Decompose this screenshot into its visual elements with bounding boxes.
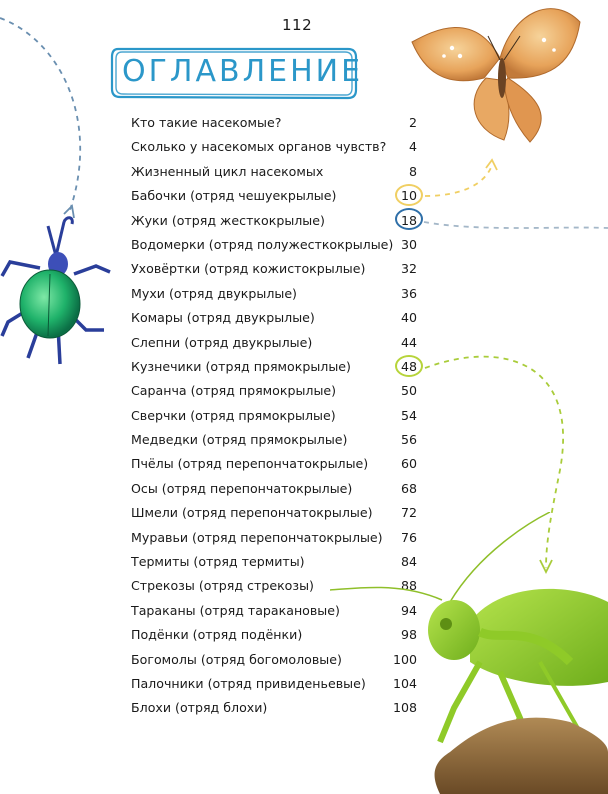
toc-entry: [131, 233, 417, 257]
toc-entry-title: Стрекозы (отряд стрекозы): [131, 578, 314, 594]
toc-entry-page: 40: [400, 310, 417, 326]
toc-entry-page: 88: [400, 578, 417, 594]
toc-entry-page: 72: [400, 505, 417, 521]
toc-entry-page: 98: [400, 627, 417, 643]
toc-entry-title: Подёнки (отряд подёнки): [131, 627, 303, 643]
beetle-image: [0, 212, 118, 372]
toc-entry-title: Богомолы (отряд богомоловые): [131, 651, 342, 667]
toc-entry-page: 68: [400, 480, 417, 496]
toc-entry-page: 4: [408, 139, 417, 155]
toc-entry-title: Уховёртки (отряд кожистокрылые): [131, 261, 366, 277]
toc-entry-page: 76: [400, 529, 417, 545]
toc-entry-page: 50: [400, 383, 417, 399]
toc-entry-title: Слепни (отряд двукрылые): [131, 334, 313, 350]
toc-entry-title: Пчёлы (отряд перепончатокрылые): [131, 456, 369, 472]
toc-entry-title: Медведки (отряд прямокрылые): [131, 432, 348, 448]
toc-entry: [131, 379, 417, 403]
toc-entry: [131, 184, 417, 208]
toc-entry-title: Кузнечики (отряд прямокрылые): [131, 358, 351, 374]
toc-entry-page: 10: [400, 188, 417, 204]
toc-entry-title: Осы (отряд перепончатокрылые): [131, 480, 353, 496]
toc-entry: [131, 306, 417, 330]
toc-entry-title: Сколько у насекомых органов чувств?: [131, 139, 387, 155]
toc-entry-page: 30: [400, 236, 417, 252]
toc-entry-title: Саранча (отряд прямокрылые): [131, 383, 337, 399]
toc-entry-page: 100: [392, 651, 417, 667]
toc-entry: [131, 160, 417, 184]
toc-entry-title: Блохи (отряд блохи): [131, 700, 268, 716]
toc-entry-page: 84: [400, 554, 417, 570]
toc-entry-page: 48: [400, 358, 417, 374]
toc-entry-title: Шмели (отряд перепончатокрылые): [131, 505, 373, 521]
toc-entry-page: 54: [400, 407, 417, 423]
page-number: 112: [282, 16, 313, 34]
toc-entry-page: 36: [400, 285, 417, 301]
toc-entry-title: Муравьи (отряд перепончатокрылые): [131, 529, 383, 545]
toc-entry-title: Бабочки (отряд чешуекрылые): [131, 188, 337, 204]
butterfly-image: [404, 0, 594, 150]
toc-entry: [131, 355, 417, 379]
toc-entry-title: Сверчки (отряд прямокрылые): [131, 407, 336, 423]
grasshopper-page-highlight: [395, 355, 423, 377]
toc-entry-page: 60: [400, 456, 417, 472]
toc-entry: [131, 428, 417, 452]
toc-entry-page: 18: [400, 212, 417, 228]
contents-title-box: [108, 45, 364, 101]
page-title: ОГЛАВЛЕНИЕ: [122, 54, 364, 89]
beetle-page-highlight: [395, 208, 423, 230]
toc-entry-page: 56: [400, 432, 417, 448]
toc-entry-title: Кто такие насекомые?: [131, 115, 282, 130]
toc-entry: [131, 111, 417, 135]
toc-entry-page: 44: [400, 334, 417, 350]
toc-entry-page: 2: [408, 115, 417, 130]
toc-entry-title: Мухи (отряд двукрылые): [131, 285, 297, 301]
toc-entry: [131, 282, 417, 306]
butterfly-page-highlight: [395, 184, 423, 206]
toc-entry: [131, 257, 417, 281]
grasshopper-image: [330, 512, 608, 794]
toc-entry: [131, 404, 417, 428]
toc-entry-title: Тараканы (отряд таракановые): [131, 602, 340, 618]
toc-entry-title: Водомерки (отряд полужесткокрылые): [131, 236, 394, 252]
toc-entry: [131, 209, 417, 233]
toc-entry-page: 32: [400, 261, 417, 277]
toc-entry-page: 108: [392, 700, 417, 716]
toc-entry-title: Жуки (отряд жесткокрылые): [131, 212, 325, 228]
toc-entry: [131, 331, 417, 355]
toc-entry: [131, 477, 417, 501]
toc-entry: [131, 135, 417, 159]
toc-entry-title: Комары (отряд двукрылые): [131, 310, 315, 326]
toc-entry-title: Палочники (отряд привиденьевые): [131, 675, 366, 691]
toc-entry: [131, 452, 417, 476]
toc-entry-page: 94: [400, 602, 417, 618]
toc-entry-title: Термиты (отряд термиты): [131, 554, 305, 570]
toc-entry-page: 104: [392, 675, 417, 691]
toc-entry-page: 8: [408, 163, 417, 179]
toc-entry-title: Жизненный цикл насекомых: [131, 163, 324, 179]
